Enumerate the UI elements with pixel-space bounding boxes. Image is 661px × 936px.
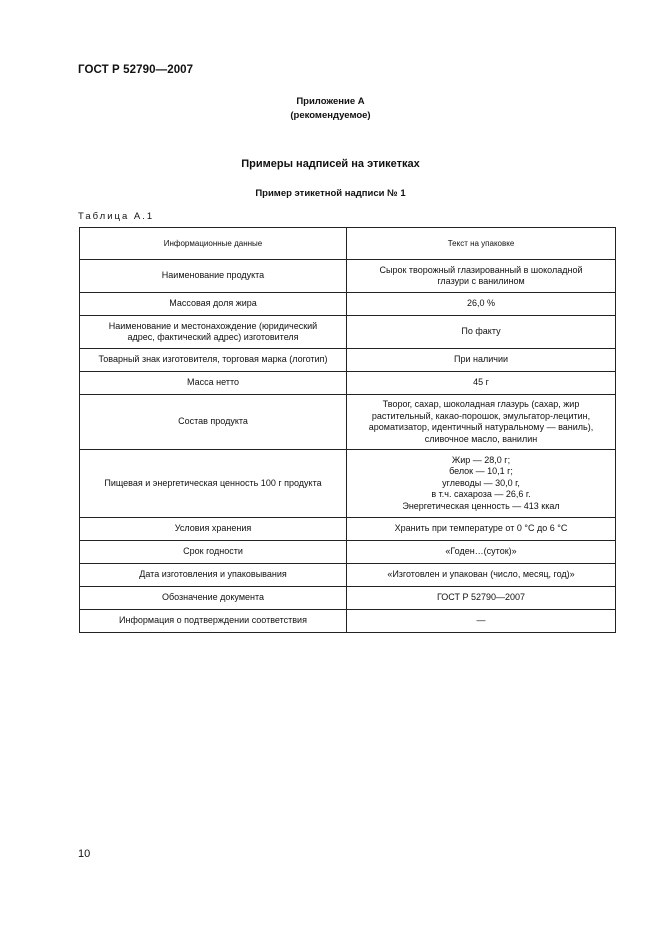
table-row [80, 541, 616, 564]
row-label: Срок годности [80, 541, 347, 564]
row-value: Жир — 28,0 г; белок — 10,1 г; углеводы — 30,0 г, в т.ч. сахароза — 26,6 г. Энергетическая ценность — 413 ккал [347, 450, 616, 518]
row-value: «Изготовлен и упакован (число, месяц, год)» [347, 564, 616, 587]
table-row [80, 564, 616, 587]
row-label: Состав продукта [80, 395, 347, 450]
row-label: Массовая доля жира [80, 293, 347, 316]
table-row [80, 260, 616, 293]
table-row [80, 293, 616, 316]
table-row [80, 349, 616, 372]
row-value: По факту [347, 316, 616, 349]
table-row [80, 518, 616, 541]
page-number: 10 [78, 848, 91, 860]
row-value: При наличии [347, 349, 616, 372]
label-info-table [79, 227, 616, 633]
section-title: Примеры надписей на этикетках [241, 158, 420, 170]
table-header-row [80, 228, 616, 260]
row-label: Наименование продукта [80, 260, 347, 293]
row-value: Сырок творожный глазированный в шоколадной глазури с ванилином [347, 260, 616, 293]
row-value: — [347, 610, 616, 633]
table-row [80, 395, 616, 450]
table-row [80, 450, 616, 518]
row-label: Масса нетто [80, 372, 347, 395]
row-label: Наименование и местонахождение (юридический адрес, фактический адрес) изготовителя [80, 316, 347, 349]
row-label: Информация о подтверждении соответствия [80, 610, 347, 633]
row-value: 26,0 % [347, 293, 616, 316]
appendix-status: (рекомендуемое) [290, 110, 371, 121]
appendix-title: Приложение А [296, 96, 365, 107]
row-label: Товарный знак изготовителя, торговая марка (логотип) [80, 349, 347, 372]
example-title: Пример этикетной надписи № 1 [255, 188, 406, 199]
row-value: «Годен…(суток)» [347, 541, 616, 564]
row-label: Обозначение документа [80, 587, 347, 610]
row-value: Хранить при температуре от 0 °С до 6 °С [347, 518, 616, 541]
row-label: Дата изготовления и упаковывания [80, 564, 347, 587]
header-package-text: Текст на упаковке [347, 228, 616, 260]
document-code: ГОСТ Р 52790—2007 [78, 64, 194, 76]
row-value: ГОСТ Р 52790—2007 [347, 587, 616, 610]
row-value: Творог, сахар, шоколадная глазурь (сахар, жир растительный, какао-порошок, эмульгатор-лецитин, ароматизатор, идентичный натуральному — ваниль), сливочное масло, ванилин [347, 395, 616, 450]
table-row [80, 610, 616, 633]
row-value: 45 г [347, 372, 616, 395]
table-row [80, 372, 616, 395]
table-row [80, 316, 616, 349]
header-info-data: Информационные данные [80, 228, 347, 260]
table-caption: Таблица А.1 [78, 211, 155, 222]
table-row [80, 587, 616, 610]
row-label: Условия хранения [80, 518, 347, 541]
row-label: Пищевая и энергетическая ценность 100 г продукта [80, 450, 347, 518]
